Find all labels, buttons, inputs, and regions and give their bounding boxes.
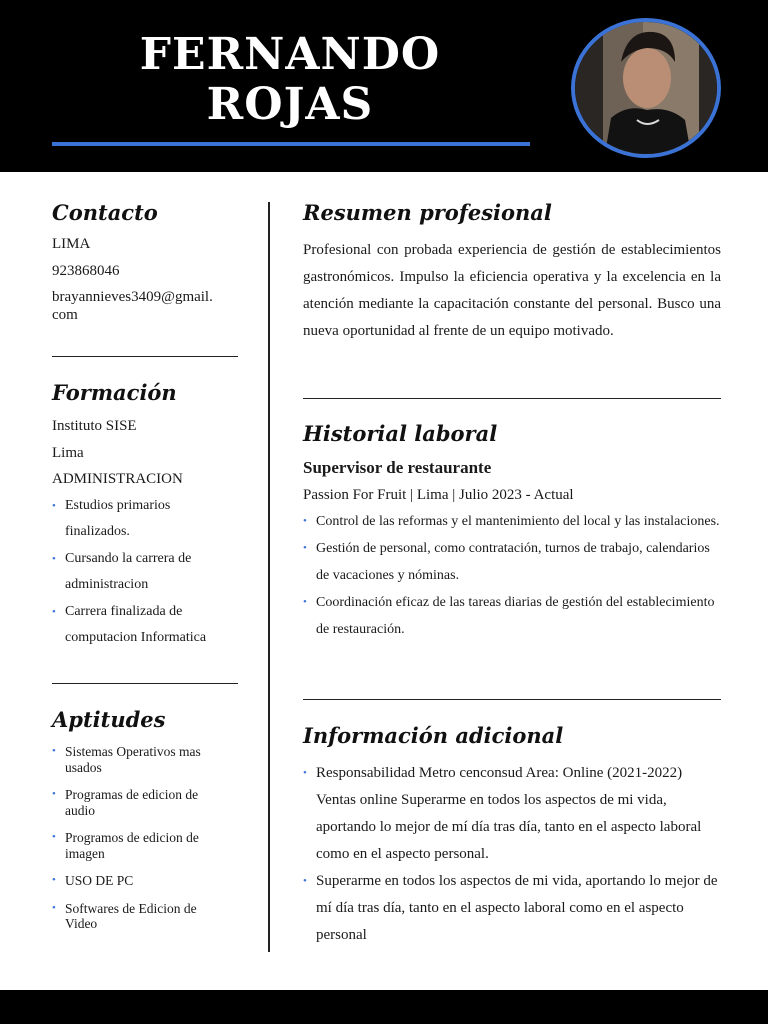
job-duties-list <box>303 508 721 643</box>
list-item: • Carrera finalizada de computacion Informatica <box>52 599 242 652</box>
divider <box>52 356 238 357</box>
additional-section <box>303 723 721 949</box>
contact-email-part1: brayannieves3409@gmail. <box>52 289 213 305</box>
education-section <box>52 380 242 652</box>
profile-photo <box>571 18 721 158</box>
divider <box>303 398 721 399</box>
education-list <box>52 493 242 652</box>
education-field: ADMINISTRACION <box>52 471 183 487</box>
list-item: • Responsabilidad Metro cenconsud Area: Online (2021-2022) Ventas online Superarme en todos los aspectos de mi vida, aportando lo mejor de mí día tras día, tanto en el aspecto laboral como en el aspecto personal. <box>303 760 721 868</box>
list-item: • Cursando la carrera de administracion <box>52 546 242 599</box>
list-item: • Softwares de Edicion de Video <box>52 901 242 932</box>
list-item: • Gestión de personal, como contratación, turnos de trabajo, calendarios de vacaciones y nóminas. <box>303 535 721 589</box>
job-meta: Passion For Fruit | Lima | Julio 2023 - Actual <box>303 487 574 503</box>
list-item: • Sistemas Operativos mas usados <box>52 744 242 775</box>
contact-email <box>52 288 242 324</box>
education-city: Lima <box>52 444 84 461</box>
divider <box>303 699 721 700</box>
list-item: • Coordinación eficaz de las tareas diarias de gestión del establecimiento de restauración. <box>303 589 721 643</box>
contact-phone: 923868046 <box>52 262 120 279</box>
footer-bar <box>0 990 768 1024</box>
list-item: • Programas de edicion de audio <box>52 787 242 818</box>
list-item: • USO DE PC <box>52 873 242 889</box>
list-item: • Estudios primarios finalizados. <box>52 493 242 546</box>
summary-heading: Resumen profesional <box>303 200 552 225</box>
skills-heading: Aptitudes <box>52 707 166 732</box>
candidate-name <box>52 30 528 130</box>
education-heading: Formación <box>52 380 177 405</box>
work-heading: Historial laboral <box>303 421 498 446</box>
list-item: • Superarme en todos los aspectos de mi vida, aportando lo mejor de mí día tras día, tanto en el aspecto laboral como en el aspecto personal <box>303 868 721 949</box>
skills-section <box>52 707 242 944</box>
additional-heading: Información adicional <box>303 723 564 748</box>
contact-heading: Contacto <box>52 200 158 225</box>
job-title: Supervisor de restaurante <box>303 458 492 477</box>
contact-section <box>52 200 242 324</box>
education-institution: Instituto SISE <box>52 418 137 434</box>
list-item: • Control de las reformas y el mantenimiento del local y las instalaciones. <box>303 508 721 535</box>
name-underline <box>52 142 530 146</box>
resume-header <box>0 0 768 172</box>
summary-text: Profesional con probada experiencia de gestión de establecimientos gastronómicos. Impulso la eficiencia operativa y la excelencia en la atención mediante la capacitación constante del personal. Busco una nueva oportunidad al frente de un equipo motivado. <box>303 242 721 339</box>
column-divider <box>268 202 270 952</box>
contact-email-part2: com <box>52 307 78 323</box>
list-item: • Programos de edicion de imagen <box>52 830 242 861</box>
name-last: ROJAS <box>206 79 374 130</box>
skills-list <box>52 744 242 932</box>
summary-section <box>303 200 721 345</box>
contact-city: LIMA <box>52 236 91 252</box>
additional-list <box>303 760 721 949</box>
divider <box>52 683 238 684</box>
name-first: FERNANDO <box>139 29 441 80</box>
work-section <box>303 421 721 643</box>
profile-photo-illustration <box>575 22 717 154</box>
